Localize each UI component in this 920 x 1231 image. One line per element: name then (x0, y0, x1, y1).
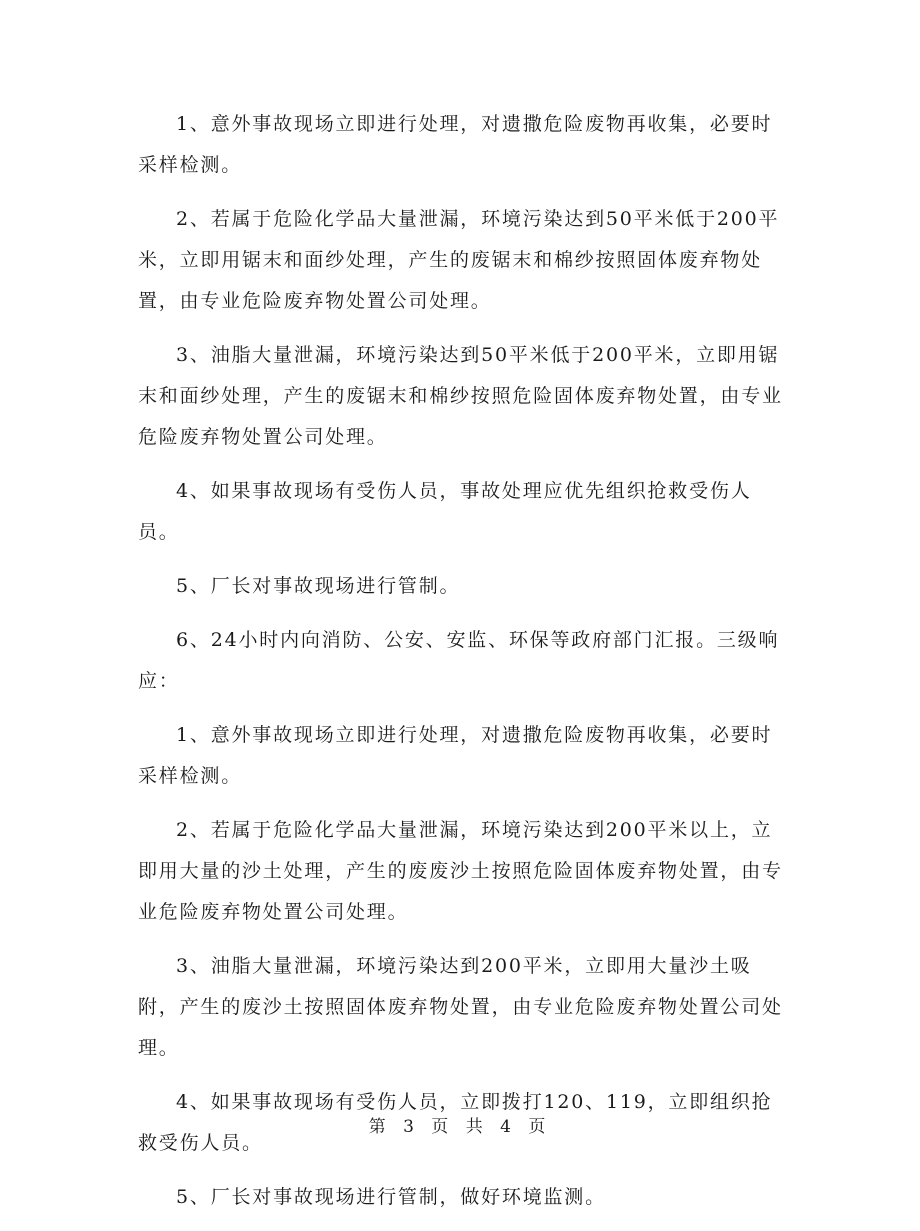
paragraph-6: 6、24小时内向消防、公安、安监、环保等政府部门汇报。三级响应： (138, 629, 780, 692)
paragraph-3: 3、油脂大量泄漏，环境污染达到50平米低于200平米，立即用锯末和面纱处理，产生的废锯末和棉纱按照危险固体废弃物处置，由专业危险废弃物处置公司处理。 (138, 344, 783, 448)
paragraph-10: 4、如果事故现场有受伤人员，立即拨打120、119，立即组织抢救受伤人员。 (138, 1091, 773, 1154)
page-number-footer: 第 3 页 共 4 页 (368, 1117, 552, 1137)
document-body (138, 104, 790, 1231)
paragraph-2: 2、若属于危险化学品大量泄漏，环境污染达到50平米低于200平米，立即用锯末和面纱处理，产生的废锯末和棉纱按照固体废弃物处置，由专业危险废弃物处置公司处理。 (138, 208, 780, 312)
paragraph-1: 1、意外事故现场立即进行处理，对遗撒危险废物再收集，必要时采样检测。 (138, 113, 773, 176)
paragraph-8: 2、若属于危险化学品大量泄漏，环境污染达到200平米以上，立即用大量的沙土处理，产生的废废沙土按照危险固体废弃物处置，由专业危险废弃物处置公司处理。 (138, 819, 783, 923)
paragraph-7: 1、意外事故现场立即进行处理，对遗撒危险废物再收集，必要时采样检测。 (138, 724, 773, 787)
paragraph-11: 5、厂长对事故现场进行管制，做好环境监测。 (176, 1186, 606, 1208)
paragraph-4: 4、如果事故现场有受伤人员，事故处理应优先组织抢救受伤人员。 (138, 480, 752, 543)
paragraph-9: 3、油脂大量泄漏，环境污染达到200平米，立即用大量沙土吸附，产生的废沙土按照固体废弃物处置，由专业危险废弃物处置公司处理。 (138, 955, 783, 1059)
paragraph-5: 5、厂长对事故现场进行管制。 (176, 575, 461, 597)
